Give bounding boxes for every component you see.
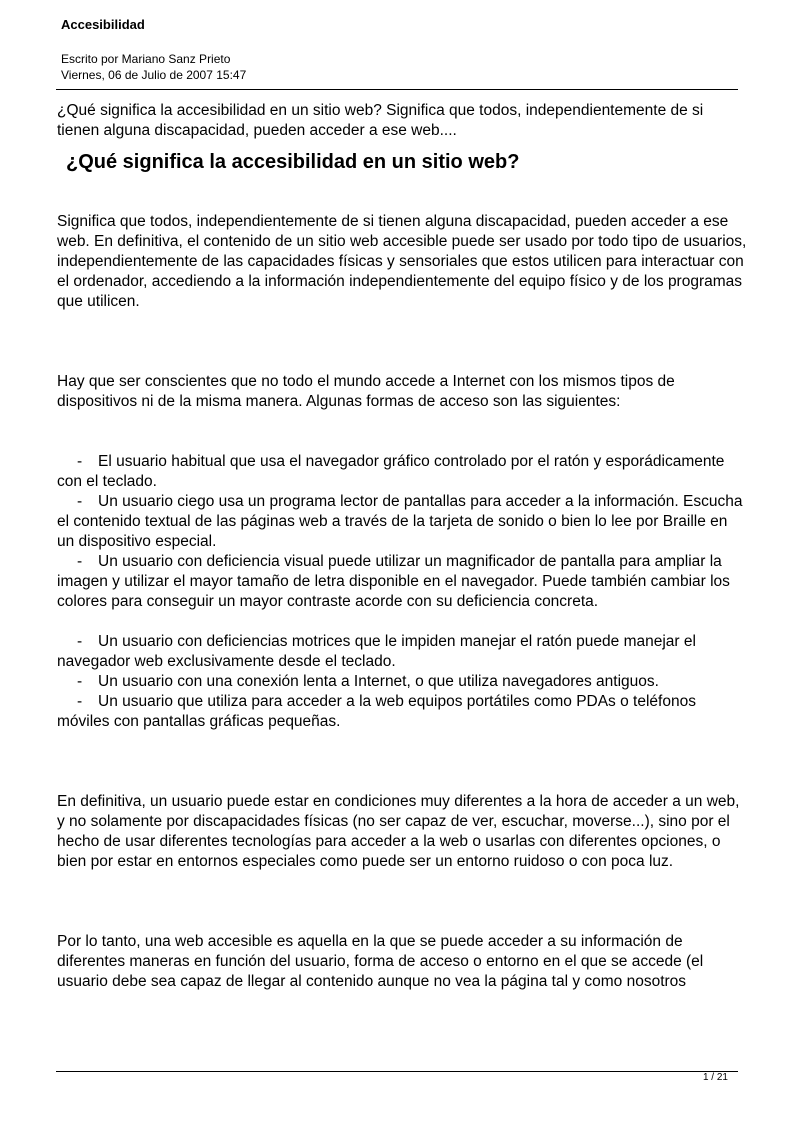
date-line: Viernes, 06 de Julio de 2007 15:47	[61, 68, 247, 82]
paragraph-2: Hay que ser conscientes que no todo el mundo accede a Internet con los mismos tipos de dispositivos ni de la misma manera. Algunas formas de acceso son las siguientes:	[57, 373, 675, 410]
list-item-text: Un usuario con deficiencia visual puede utilizar un magnificador de pantalla para ampliar la imagen y utilizar el mayor tamaño de letra disponible en el navegador. Puede también cambiar los colores para conseguir un mayor contraste acorde con su deficiencia concreta.	[57, 553, 730, 610]
article-heading: ¿Qué significa la accesibilidad en un sitio web?	[66, 151, 520, 173]
list-item	[57, 672, 747, 692]
list-item-text: Un usuario ciego usa un programa lector de pantallas para acceder a la información. Escucha el contenido textual de las páginas web a través de la tarjeta de sonido o bien lo lee por Braille en un dispositivo especial.	[57, 493, 743, 550]
list-dash: -	[77, 493, 83, 510]
access-methods-list	[57, 452, 747, 732]
header-divider	[56, 89, 738, 90]
list-item	[57, 492, 747, 552]
list-dash: -	[77, 633, 83, 650]
list-item-text: Un usuario que utiliza para acceder a la web equipos portátiles como PDAs o teléfonos móviles con pantallas gráficas pequeñas.	[57, 693, 696, 730]
page-number: 1 / 21	[702, 1072, 728, 1083]
list-item	[57, 692, 747, 732]
paragraph-1: Significa que todos, independientemente de si tienen alguna discapacidad, pueden acceder a ese web. En definitiva, el contenido de un sitio web accesible puede ser usado por todo tipo de usuarios, independientemente de las capacidades físicas y sensoriales que estos utilicen para interactuar con el ordenador, accediendo a la información independientemente del equipo físico y de los programas que utilicen.	[57, 213, 747, 310]
list-item	[57, 552, 747, 612]
list-dash: -	[77, 553, 83, 570]
footer-divider	[56, 1071, 738, 1072]
author-line: Escrito por Mariano Sanz Prieto	[61, 52, 231, 66]
paragraph-4: Por lo tanto, una web accesible es aquella en la que se puede acceder a su información de diferentes maneras en función del usuario, forma de acceso o entorno en el que se accede (el usuario debe sea capaz de llegar al contenido aunque no vea la página tal y como nosotros	[57, 933, 704, 990]
list-item	[57, 452, 747, 492]
list-dash: -	[77, 673, 83, 690]
paragraph-3: En definitiva, un usuario puede estar en condiciones muy diferentes a la hora de acceder a un web, y no solamente por discapacidades físicas (no ser capaz de ver, escuchar, moverse...), sino por el hecho de usar diferentes tecnologías para acceder a la web o usarlas con diferentes opciones, o bien por estar en entornos especiales como puede ser un entorno ruidoso o con poca luz.	[57, 793, 740, 870]
list-item-text: El usuario habitual que usa el navegador gráfico controlado por el ratón y esporádicamente con el teclado.	[57, 453, 725, 490]
list-dash: -	[77, 453, 83, 470]
list-dash: -	[77, 693, 83, 710]
article-body	[57, 101, 747, 992]
list-item-text: Un usuario con una conexión lenta a Internet, o que utiliza navegadores antiguos.	[98, 673, 659, 690]
intro-paragraph: ¿Qué significa la accesibilidad en un sitio web? Significa que todos, independientemente de si tienen alguna discapacidad, pueden acceder a ese web....	[57, 102, 704, 139]
list-item-text: Un usuario con deficiencias motrices que le impiden manejar el ratón puede manejar el navegador web exclusivamente desde el teclado.	[57, 633, 696, 670]
list-item	[57, 632, 747, 672]
document-title: Accesibilidad	[61, 17, 145, 32]
